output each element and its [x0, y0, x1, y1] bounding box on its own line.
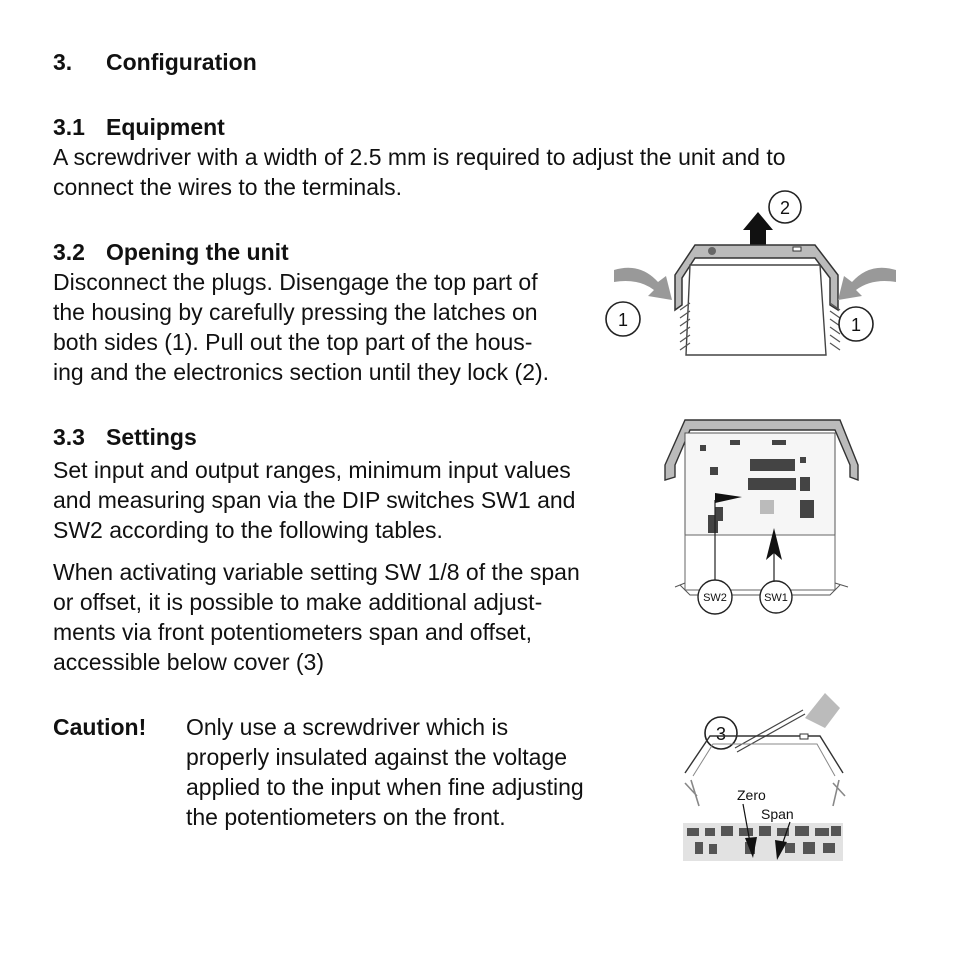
text-line: When activating variable setting SW 1/8 of the span [53, 559, 580, 585]
screw-icon [708, 247, 716, 255]
zero-label: Zero [737, 787, 766, 803]
figure-potentiometers [675, 688, 865, 868]
latch-mark [800, 734, 808, 739]
caution-label: Caution! [53, 714, 147, 740]
text-line: connect the wires to the terminals. [53, 174, 402, 200]
text-line: and measuring span via the DIP switches SW1 and [53, 487, 576, 513]
text-line: SW2 according to the following tables. [53, 517, 443, 543]
text-line: applied to the input when fine adjusting [186, 774, 584, 800]
section-title: Configuration [106, 49, 257, 75]
screwdriver-line [737, 714, 805, 752]
section-number: 3. [53, 49, 73, 75]
arrow-right-icon [614, 268, 672, 300]
subsection-title: Opening the unit [106, 239, 289, 265]
subsection-number: 3.3 [53, 424, 85, 450]
subsection-title: Settings [106, 424, 197, 450]
subsection-number: 3.2 [53, 239, 85, 265]
subsection-number: 3.1 [53, 114, 85, 140]
subsection-heading-opening [53, 237, 289, 267]
text-line: the potentiometers on the front. [186, 804, 506, 830]
text-line: Only use a screwdriver which is [186, 714, 509, 740]
text-line: ments via front potentiometers span and offset, [53, 619, 533, 645]
arrow-left-icon [838, 268, 896, 300]
text-line: Set input and output ranges, minimum input values [53, 457, 571, 483]
callout-label: 1 [617, 310, 629, 330]
housing-inner [693, 744, 835, 776]
screwdriver-line [735, 710, 803, 748]
settings-paragraph-2 [53, 557, 580, 677]
cover-arrow-icon [805, 693, 840, 728]
settings-paragraph [53, 455, 575, 545]
subsection-title: Equipment [106, 114, 225, 140]
text-line: properly insulated against the voltage [186, 744, 568, 770]
text-line: A screwdriver with a width of 2.5 mm is required to adjust the unit and to [53, 144, 786, 170]
text-line: Disconnect the plugs. Disengage the top part of [53, 269, 538, 295]
sw1-label: SW1 [764, 592, 788, 604]
callout-label: 3 [715, 724, 727, 744]
housing-body [686, 265, 826, 355]
caution-paragraph [186, 712, 584, 832]
section-heading [53, 47, 257, 77]
figure-dip-switches [660, 415, 860, 620]
span-label: Span [761, 806, 794, 822]
sw2-label: SW2 [703, 592, 727, 604]
opening-paragraph [53, 267, 549, 387]
text-line: ing and the electronics section until they lock (2). [53, 359, 550, 385]
figure-opening-unit [600, 190, 910, 365]
subsection-heading-settings [53, 422, 197, 452]
text-line: or offset, it is possible to make additional adjust- [53, 589, 543, 615]
subsection-heading-equipment [53, 112, 225, 142]
callout-label: 2 [779, 198, 791, 218]
callout-label: 1 [850, 315, 862, 335]
latch-mark [793, 247, 801, 251]
text-line: accessible below cover (3) [53, 649, 325, 675]
text-line: the housing by carefully pressing the latches on [53, 299, 538, 325]
text-line: both sides (1). Pull out the top part of the hous- [53, 329, 533, 355]
